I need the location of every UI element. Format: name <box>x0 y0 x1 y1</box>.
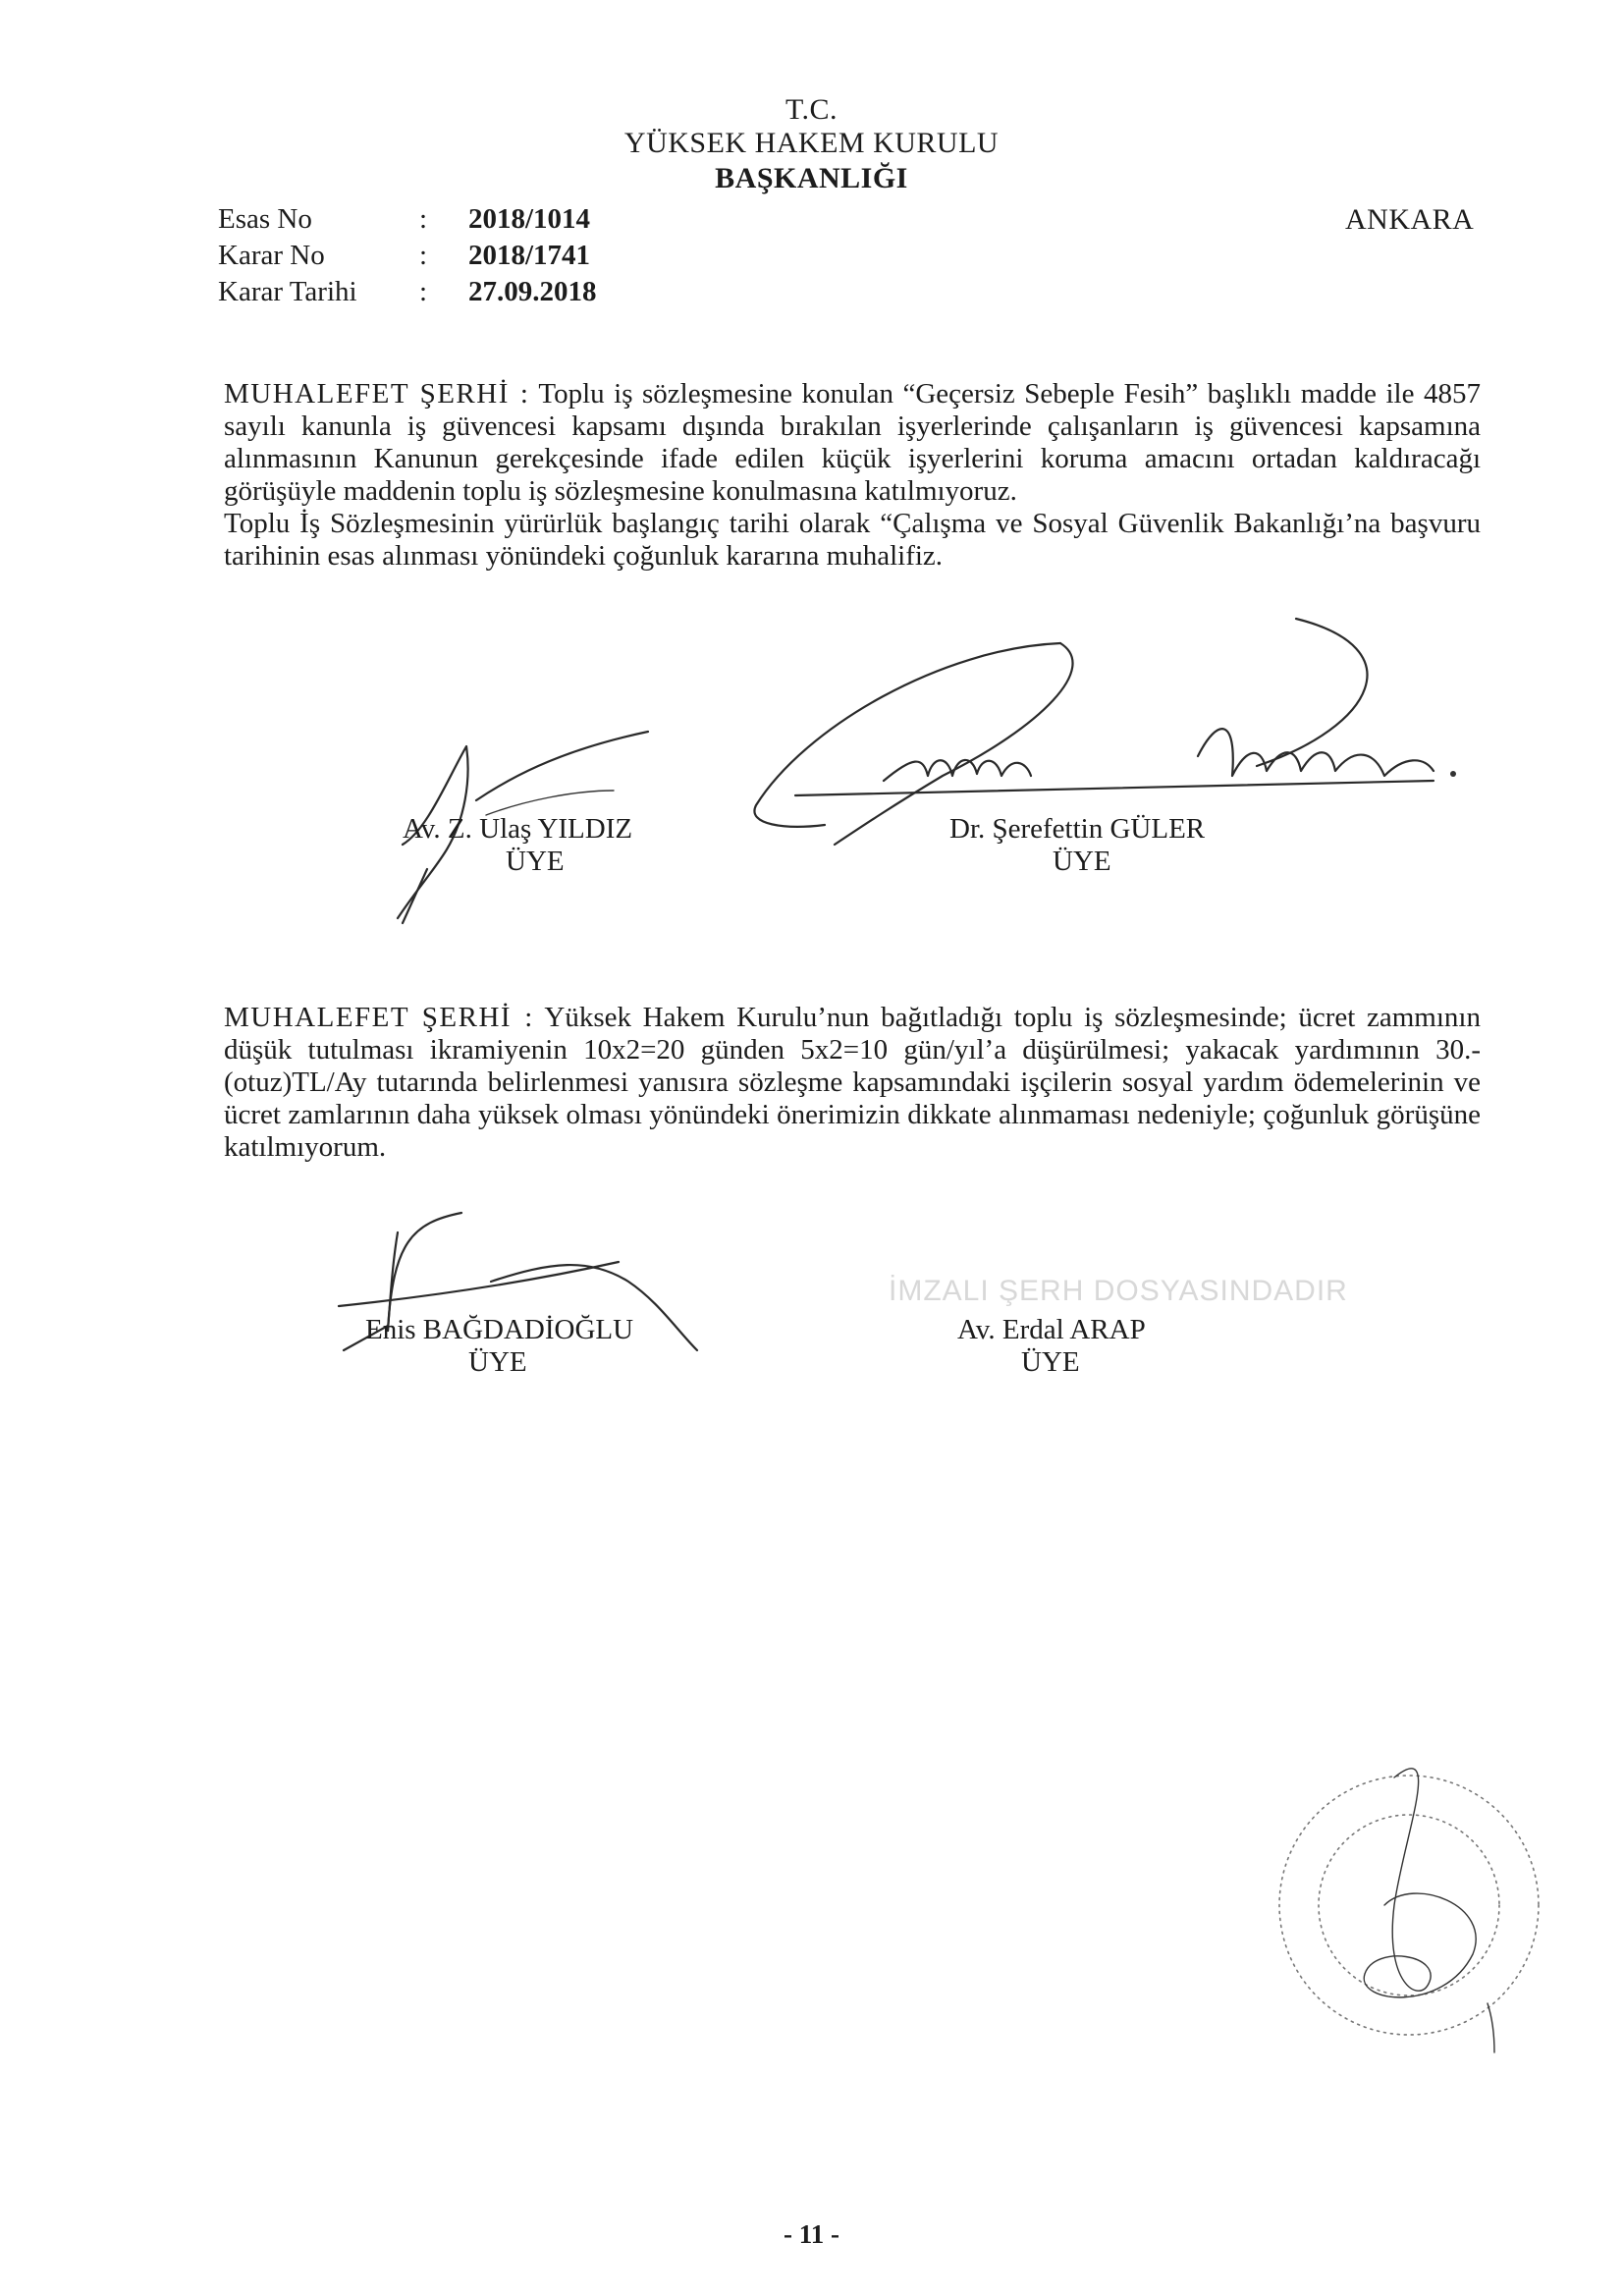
meta-separator: : <box>419 203 428 235</box>
signatory-bagdadioglu <box>365 1314 633 1379</box>
meta-value: 2018/1014 <box>468 203 591 235</box>
meta-row-tarih <box>218 274 709 310</box>
dissent-1-text-2: Toplu İş Sözleşmesinin yürürlük başlangıç tarihi olarak “Çalışma ve Sosyal Güvenlik Bakanlığı’na başvuru tarihinin esas alınması yönündeki çoğunluk kararına muhalifiz. <box>224 508 1481 572</box>
meta-value: 27.09.2018 <box>468 276 597 307</box>
header-institution: YÜKSEK HAKEM KURULU <box>623 127 1000 159</box>
signatory-name: Av. Z. Ulaş YILDIZ <box>403 813 633 845</box>
signatory-yildiz <box>403 813 632 878</box>
signatory-role: ÜYE <box>506 846 565 877</box>
meta-row-esas <box>218 201 709 238</box>
meta-label: Karar Tarihi <box>218 276 357 307</box>
dissent-2 <box>224 1002 1481 1164</box>
header-tc: T.C. <box>784 93 839 126</box>
dissent-1-heading: MUHALEFET ŞERHİ : <box>224 378 530 410</box>
dissent-1-text: Toplu iş sözleşmesine konulan “Geçersiz Sebeple Fesih” başlıklı madde ile 4857 sayılı kanunla iş güvencesi kapsamı dışında bırakılan işyerlerinde çalışanların iş güvencesi kapsamına alınmasının Kanunun gerekçesinde ifade edilen küçük işyerlerini koruma amacını ortadan kaldıracağı görüşüyle maddenin toplu iş sözleşmesine konulmasına katılmıyoruz. <box>224 378 1481 507</box>
signatory-guler <box>949 813 1205 878</box>
header-city: ANKARA <box>1345 203 1475 236</box>
official-seal <box>1247 1758 1561 2062</box>
meta-separator: : <box>419 276 428 307</box>
meta-value: 2018/1741 <box>468 240 591 271</box>
case-meta <box>218 201 709 319</box>
page-number: - 11 - <box>784 2219 839 2249</box>
signatory-role: ÜYE <box>468 1346 527 1378</box>
signatory-name: Enis BAĞDADİOĞLU <box>365 1314 634 1345</box>
dissent-1 <box>224 378 1481 573</box>
meta-row-karar <box>218 238 709 274</box>
signatory-arap <box>957 1314 1146 1379</box>
header-presidency: BAŞKANLIĞI <box>715 162 908 194</box>
signed-copy-stamp: İMZALI ŞERH DOSYASINDADIR <box>889 1275 1348 1307</box>
meta-label: Karar No <box>218 240 325 271</box>
dissent-2-text: Yüksek Hakem Kurulu’nun bağıtladığı toplu iş sözleşmesinde; ücret zammının düşük tutulması ikramiyenin 10x2=20 günden 5x2=10 gün/yıl’a düşürülmesi; yakacak yardımının 30.-(otuz)TL/Ay tutarında belirlenmesi yanısıra sözleşme kapsamındaki işçilerin sosyal yardım ödemelerinin ve ücret zamlarının daha yüksek olması yönündeki önerimizin dikkate alınmaması nedeniyle; çoğunluk görüşüne katılmıyorum. <box>224 1002 1481 1163</box>
signatory-role: ÜYE <box>1053 846 1111 877</box>
meta-separator: : <box>419 240 428 271</box>
meta-label: Esas No <box>218 203 312 235</box>
signatory-name: Av. Erdal ARAP <box>957 1314 1146 1345</box>
signatory-name: Dr. Şerefettin GÜLER <box>949 813 1206 845</box>
dissent-2-heading: MUHALEFET ŞERHİ : <box>224 1002 534 1033</box>
signatory-role: ÜYE <box>1021 1346 1080 1378</box>
